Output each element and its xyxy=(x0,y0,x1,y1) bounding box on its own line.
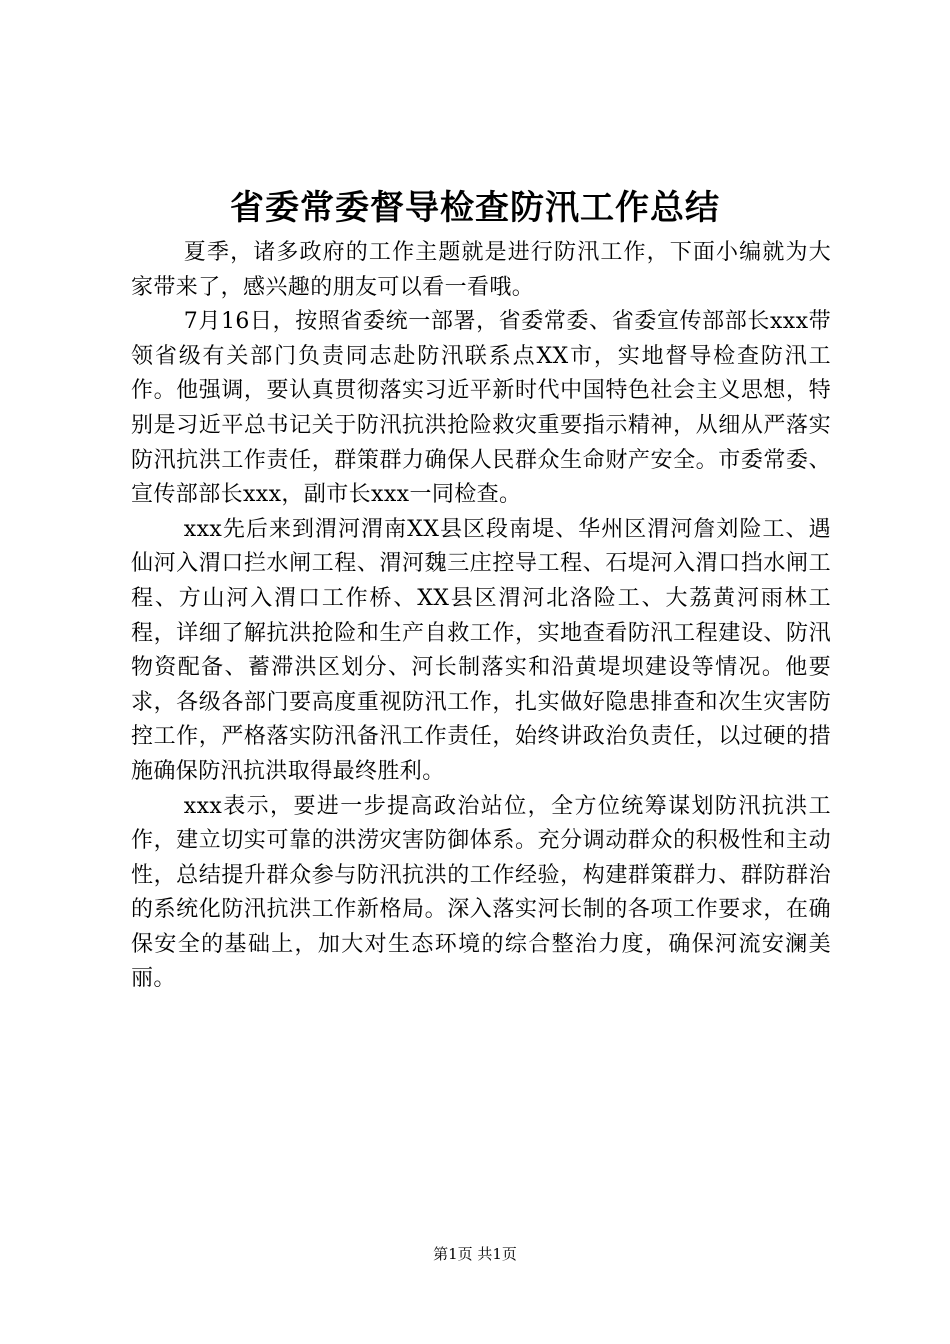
paragraph-inspection: 7月16日，按照省委统一部署，省委常委、省委宣传部部长xxx带领省级有关部门负责同志赴防汛联系点XX市，实地督导检查防汛工作。他强调，要认真贯彻落实习近平新时代中国特色社会主义思想，特别是习近平总书记关于防汛抗洪抢险救灾重要指示精神，从细从严落实防汛抗洪工作责任，群策群力确保人民群众生命财产安全。市委常委、宣传部部长xxx，副市长xxx一同检查。 xyxy=(131,309,831,508)
document-title: 省委常委督导检查防汛工作总结 xyxy=(230,188,720,228)
document-body xyxy=(131,236,831,997)
paragraph-intro: 夏季，诸多政府的工作主题就是进行防汛工作，下面小编就为大家带来了，感兴趣的朋友可以看一看哦。 xyxy=(131,240,831,300)
paragraph-requirements: xxx表示，要进一步提高政治站位，全方位统筹谋划防汛抗洪工作，建立切实可靠的洪涝灾害防御体系。充分调动群众的积极性和主动性，总结提升群众参与防汛抗洪的工作经验，构建群策群力、群防群治的系统化防汛抗洪工作新格局。深入落实河长制的各项工作要求，在确保安全的基础上，加大对生态环境的综合整治力度，确保河流安澜美丽。 xyxy=(131,793,831,992)
paragraph-site-visits: xxx先后来到渭河渭南XX县区段南堤、华州区渭河詹刘险工、遇仙河入渭口拦水闸工程、渭河魏三庄控导工程、石堤河入渭口挡水闸工程、方山河入渭口工作桥、XX县区渭河北洛险工、大荔黄河雨林工程，详细了解抗洪抢险和生产自救工作，实地查看防汛工程建设、防汛物资配备、蓄滞洪区划分、河长制落实和沿黄堤坝建设等情况。他要求，各级各部门要高度重视防汛工作，扎实做好隐患排查和次生灾害防控工作，严格落实防汛备汛工作责任，始终讲政治负责任，以过硬的措施确保防汛抗洪取得最终胜利。 xyxy=(131,516,831,784)
page-footer: 第1页 共1页 xyxy=(433,1245,517,1263)
